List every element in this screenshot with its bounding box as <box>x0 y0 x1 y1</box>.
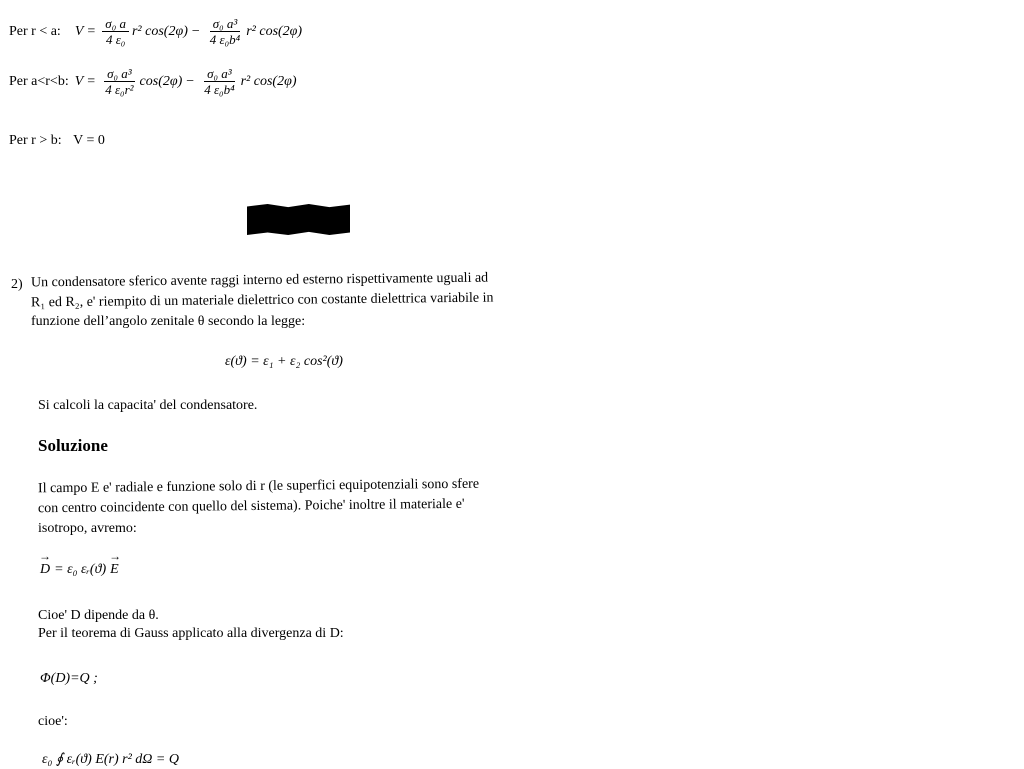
vector-d: → D <box>40 562 50 578</box>
fraction: $\frac{\text{σ₀ a³}}{\text{4 ε₀b⁴}}$ <box>209 16 241 47</box>
case3-label: Per r > b: <box>9 133 62 148</box>
fraction: $\frac{\text{σ₀ a}}{\text{4 ε₀}}$ <box>102 16 129 47</box>
problem-line-3: funzione dell’angolo zenitale θ secondo la legge: <box>31 314 306 329</box>
problem-line-2: R₁ ed R₂, e' riempito di un materiale dielettrico con costante dielettrica variabile in <box>30 290 494 311</box>
gauss-equation: Φ(D)=Q ; <box>40 671 98 686</box>
note-gauss: Per il teorema di Gauss applicato alla divergenza di D: <box>38 626 344 641</box>
eq-equals: = <box>87 23 96 39</box>
integral-equation: ε₀ ∮ εᵣ(ϑ) E(r) r² dΩ = Q <box>42 752 179 767</box>
case2-equation <box>9 66 297 97</box>
case3-value: V = 0 <box>73 133 105 148</box>
term: r² cos(2φ) <box>131 23 188 39</box>
minus: − <box>186 73 195 89</box>
constitutive-equation <box>40 562 119 578</box>
minus: − <box>191 23 200 39</box>
case3-equation <box>9 132 105 150</box>
equation-middle: = ε₀ εᵣ(ϑ) <box>54 562 107 577</box>
vector-e: → E <box>110 562 119 578</box>
solution-heading: Soluzione <box>38 436 108 455</box>
solution-para-line-1: Il campo E e' radiale e funzione solo di r (le superfici equipotenziali sono sfere <box>37 476 480 497</box>
redaction-block <box>247 204 350 235</box>
solution-para-line-2: con centro coincidente con quello del sistema). Poiche' inoltre il materiale e' <box>37 496 465 517</box>
case1-label: Per r < a: <box>9 23 61 39</box>
eq-equals: = <box>87 73 96 89</box>
fraction: $\frac{\text{σ₀ a³}}{\text{4 ε₀b⁴}}$ <box>204 66 235 97</box>
case1-equation <box>9 16 302 47</box>
problem-line-1: Un condensatore sferico avente raggi interno ed esterno rispettivamente uguali ad <box>30 270 489 291</box>
problem-number: 2) <box>11 277 23 292</box>
case2-label: Per a<r<b: <box>9 73 69 89</box>
solution-para-line-3: isotropo, avremo: <box>38 521 137 536</box>
fraction: $\frac{\text{σ₀ a³}}{\text{4 ε₀r²}}$ <box>105 66 134 97</box>
term: cos(2φ) <box>139 73 183 89</box>
term: r² cos(2φ) <box>240 73 297 89</box>
eq-v: V <box>74 73 84 89</box>
problem-question: Si calcoli la capacita' del condensatore. <box>38 398 258 413</box>
cioe-label: cioe': <box>38 714 68 729</box>
dielectric-law: ε(ϑ) = ε₁ + ε₂ cos²(ϑ) <box>225 354 343 369</box>
note-theta: Cioe' D dipende da θ. <box>38 608 159 623</box>
term: r² cos(2φ) <box>246 23 303 39</box>
eq-v: V <box>74 23 84 39</box>
